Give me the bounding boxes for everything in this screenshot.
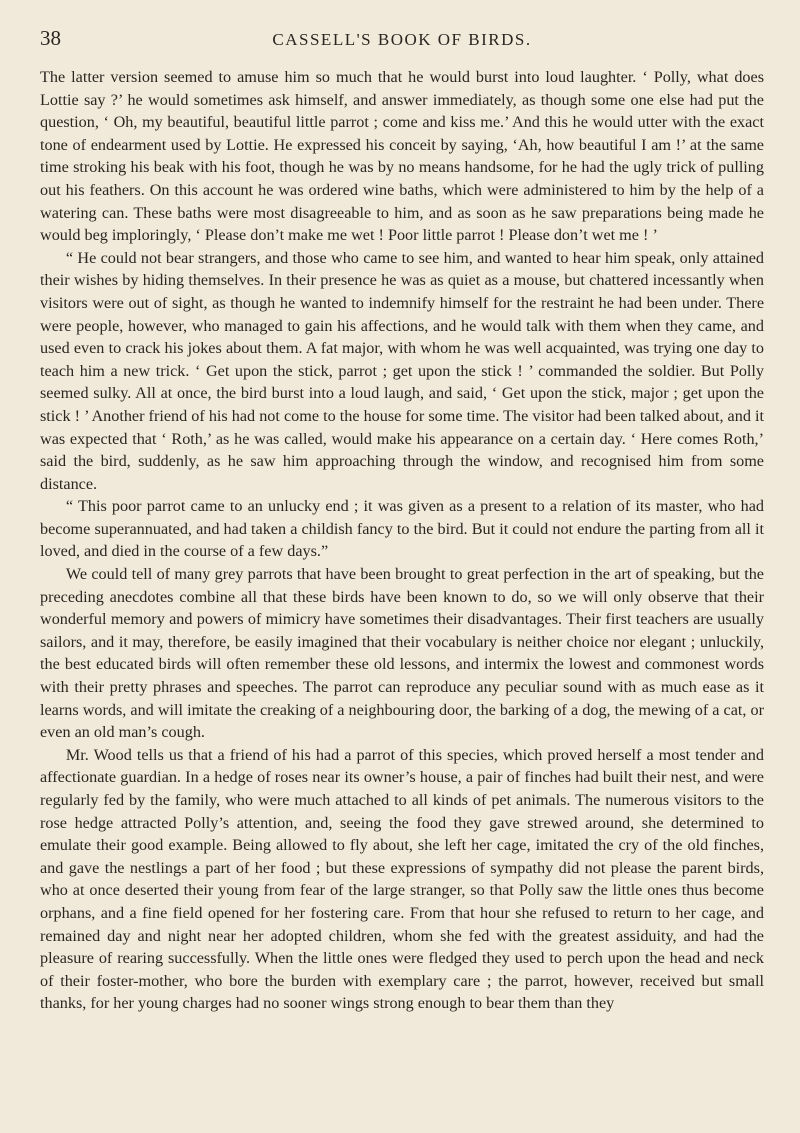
book-page <box>40 26 764 1015</box>
paragraph: The latter version seemed to amuse him so much that he would burst into loud laughter. ‘ Polly, what does Lottie say ?’ he would sometimes ask himself, and answer immediately, as though some one else had put the question, ‘ Oh, my beautiful, beautiful little parrot ; come and kiss me.’ And this he would utter with the exact tone of endearment used by Lottie. He expressed his conceit by saying, ‘Ah, how beautiful I am !’ at the same time stroking his beak with his foot, though he was by no means handsome, for he had the ugly trick of pulling out his feathers. On this account he was ordered wine baths, which were administered to him by the help of a watering can. These baths were most disagreeable to him, and as soon as he saw preparations being made he would beg imploringly, ‘ Please don’t make me wet ! Poor little parrot ! Please don’t wet me ! ’ <box>40 68 764 245</box>
body-text <box>40 66 764 1015</box>
book-title: CASSELL'S BOOK OF BIRDS. <box>272 30 532 49</box>
running-head <box>40 26 764 54</box>
page-number: 38 <box>40 26 61 50</box>
paragraph: “ This poor parrot came to an unlucky end ; it was given as a present to a relation of its master, who had become superannuated, and had taken a childish fancy to the bird. But it could not endure the parting from all it loved, and died in the course of a few days.” <box>40 497 764 561</box>
paragraph: We could tell of many grey parrots that have been brought to great perfection in the art of speaking, but the preceding anecdotes combine all that these birds have been known to do, so we will only observe that their wonderful memory and powers of mimicry have sometimes their disadvantages. Their first teachers are usually sailors, and it may, therefore, be easily imagined that their vocabulary is neither choice nor elegant ; unluckily, the best educated birds will often remember these old lessons, and intermix the lowest and commonest words with their pretty phrases and speeches. The parrot can reproduce any peculiar sound with as much ease as it learns words, and will imitate the creaking of a neighbouring door, the barking of a dog, the mewing of a cat, or even an old man’s cough. <box>40 565 764 742</box>
paragraph: Mr. Wood tells us that a friend of his had a parrot of this species, which proved herself a most tender and affectionate guardian. In a hedge of roses near its owner’s house, a pair of finches had built their nest, and were regularly fed by the family, who were much attached to all kinds of pet animals. The numerous visitors to the rose hedge attracted Polly’s attention, and, seeing the food they gave strewed around, she determined to emulate their good example. Being allowed to fly about, she left her cage, imitated the cry of the old finches, and gave the nestlings a part of her food ; but these expressions of sympathy did not please the parent birds, who at once deserted their young from fear of the large stranger, so that Polly saw the little ones thus become orphans, and a fine field opened for her fostering care. From that hour she refused to return to her cage, and remained day and night near her adopted children, whom she fed with the greatest assiduity, and had the pleasure of rearing successfully. When the little ones were fledged they used to perch upon the head and neck of their foster-mother, who bore the burden with exemplary care ; the parrot, however, received but small thanks, for her young charges had no sooner wings strong enough to bear them than they <box>40 745 764 1013</box>
paragraph: “ He could not bear strangers, and those who came to see him, and wanted to hear him speak, only attained their wishes by hiding themselves. In their presence he was as quiet as a mouse, but chattered incessantly when visitors were out of sight, as though he wanted to indemnify himself for the restraint he had been under. There were people, however, who managed to gain his affections, and he would talk with them when they came, and used even to crack his jokes about them. A fat major, with whom he was well acquainted, was trying one day to teach him a new trick. ‘ Get upon the stick, parrot ; get upon the stick ! ’ commanded the soldier. But Polly seemed sulky. All at once, the bird burst into a loud laugh, and said, ‘ Get upon the stick, major ; get upon the stick ! ’ Another friend of his had not come to the house for some time. The visitor had been talked about, and it was expected that ‘ Roth,’ as he was called, would make his appearance on a certain day. ‘ Here comes Roth,’ said the bird, suddenly, as he saw him approaching through the window, and recognised him from some distance. <box>40 248 764 493</box>
